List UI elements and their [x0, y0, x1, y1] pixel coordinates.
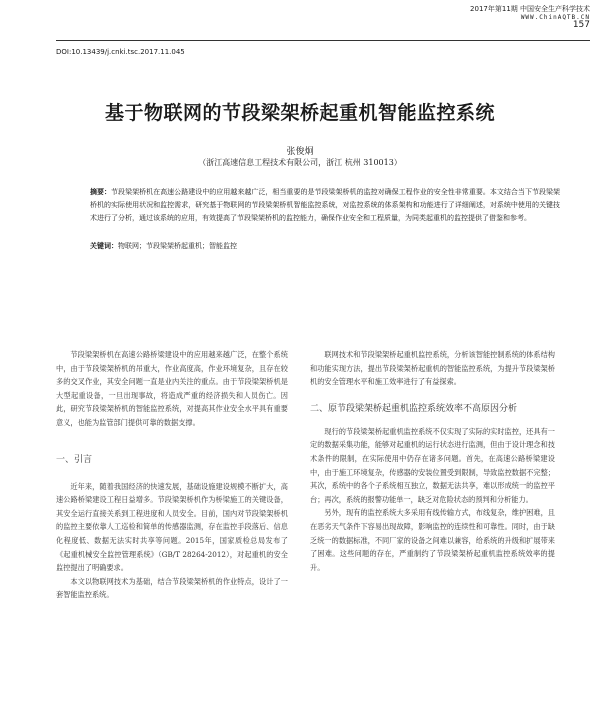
section-heading-2: 二、原节段梁架桥起重机监控系统效率不高原因分析 — [310, 403, 518, 414]
section2-paragraph: 另外，现有的监控系统大多采用有线传输方式，布线复杂，维护困难，且在恶劣天气条件下容易出现故障，影响监控的连续性和可靠性。同时，由于缺乏统一的数据标准，不同厂家的设备之间难以兼容，给系统的升级和扩展带来了困难。这些问题的存在，严重制约了节段梁架桥起重机监控系统效率的提升。 — [310, 508, 555, 572]
journal-name: 2017年第11期 中国安全生产科学技术 — [470, 5, 590, 13]
section1-paragraph: 近年来，随着我国经济的快速发展，基础设施建设规模不断扩大，高速公路桥梁建设工程日益增多。节段梁架桥机作为桥梁施工的关键设备，其安全运行直接关系到工程进度和人员安全。目前，国内对节段梁架桥机的监控主要依靠人工巡检和简单的传感器监测，存在监控手段落后、信息化程度低、数据无法实时共享等问题。2015年，国家质检总局发布了《起重机械安全监控管理系统》（GB/T 28264-2012），对起重机的安全监控提出了明确要求。 — [56, 481, 288, 573]
left-column — [56, 348, 288, 602]
author: 张俊炯 — [286, 147, 314, 157]
section1-paragraph: 本文以物联网技术为基础，结合节段梁架桥机的作业特点，设计了一套智能监控系统。 — [56, 576, 288, 600]
page-number: 157 — [572, 20, 590, 30]
intro-paragraph: 节段梁架桥机在高速公路桥梁建设中的应用越来越广泛，在整个系统中，由于节段梁架桥机的吊重大，作业高度高，作业环境复杂，且存在较多的交叉作业，其安全问题一直是业内关注的重点。由于节段梁架桥机是大型起重设备，一旦出现事故，将造成严重的经济损失和人员伤亡。因此，研究节段梁架桥机的智能监控系统，对提高其作业安全水平具有重要意义，也能为监管部门提供可靠的数据支撑。 — [56, 350, 288, 427]
abstract-label: 摘要： — [90, 188, 112, 196]
journal-header — [410, 4, 590, 21]
section2-paragraph: 现行的节段梁架桥起重机监控系统不仅实现了实际的实时监控，还具有一定的数据采集功能，能够对起重机的运行状态进行监测，但由于设计理念和技术条件的限制，在实际使用中仍存在诸多问题。首先，在高速公路桥梁建设中，由于施工环境复杂，传感器的安装位置受到限制，导致监控数据不完整；其次，系统中的各个子系统相互独立，数据无法共享，难以形成统一的监控平台；再次，系统的报警功能单一，缺乏对危险状态的预判和分析能力。 — [310, 426, 555, 504]
paper-title: 基于物联网的节段梁架桥起重机智能监控系统 — [104, 102, 495, 124]
section-heading-1: 一、引言 — [56, 454, 93, 465]
abstract — [90, 186, 560, 225]
abstract-text: 节段梁架桥机在高速公路建设中的应用越来越广泛，相当重要的是节段梁架桥机的监控对确保工程作业的安全性非常重要。本文结合当下节段梁架桥机的实际使用状况和监控需求，研究基于物联网的节段梁架桥机智能监控系统，对监控系统的体系架构和功能进行了详细阐述，对系统中使用的关键技术进行了分析，通过该系统的应用，有效提高了节段梁架桥机的监控能力，确保作业安全和工程质量，为同类起重机的监控提供了借鉴和参考。 — [90, 188, 560, 222]
right-column — [310, 348, 555, 574]
keywords — [90, 240, 560, 252]
affiliation: （浙江高速信息工程技术有限公司，浙江 杭州 310013） — [198, 158, 402, 167]
keywords-label: 关键词： — [90, 242, 118, 250]
right-intro-paragraph: 联网技术和节段梁架桥起重机监控系统，分析该智能控制系统的体系结构和功能实现方法，提出节段梁架桥起重机的智能监控系统，为提升节段梁架桥机的安全管理水平和施工效率进行了有益探索。 — [310, 350, 555, 387]
keywords-text: 物联网；节段梁架桥起重机；智能监控 — [118, 242, 237, 250]
header-rule — [56, 40, 590, 41]
doi: DOI:10.13439/j.cnki.tsc.2017.11.045 — [56, 48, 185, 56]
journal-website: WWW.ChinAQTB.CN — [520, 14, 590, 21]
